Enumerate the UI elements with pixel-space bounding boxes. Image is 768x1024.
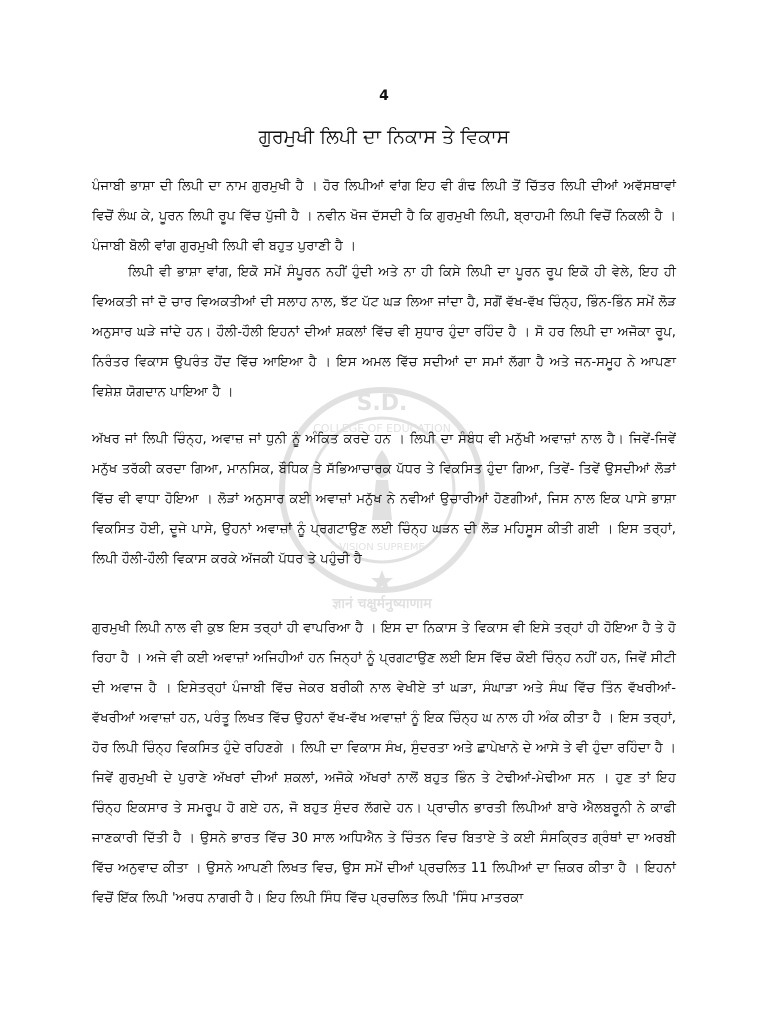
paragraph-2: ਲਿਪੀ ਵੀ ਭਾਸ਼ਾ ਵਾਂਗ, ਇਕੋ ਸਮੇਂ ਸੰਪੂਰਨ ਨਹੀਂ ਹੁੰਦੀ ਅਤੇ ਨਾ ਹੀ ਕਿਸੇ ਲਿਪੀ ਦਾ ਪੂਰਨ ਰੂਪ ਇਕੋ ਹੀ ਵੇਲੇ, ਇਹ ਹੀ ਵਿਅਕਤੀ ਜਾਂ ਦੋ ਚਾਰ ਵਿਅਕਤੀਆਂ ਦੀ ਸਲਾਹ ਨਾਲ, ਝੱਟ ਪੱਟ ਘੜ ਲਿਆ ਜਾਂਦਾ ਹੈ, ਸਗੋਂ ਵੱਖ-ਵੱਖ ਚਿੰਨ੍ਹ, ਭਿੰਨ-ਭਿੰਨ ਸਮੇਂ ਲੋੜ ਅਨੁਸਾਰ ਘੜੇ ਜਾਂਦੇ ਹਨ। ਹੌਲੀ-ਹੌਲੀ ਇਹਨਾਂ ਦੀਆਂ ਸ਼ਕਲਾਂ ਵਿੱਚ ਵੀ ਸੁਧਾਰ ਹੁੰਦਾ ਰਹਿੰਦ ਹੈ । ਸੋ ਹਰ ਲਿਪੀ ਦਾ ਅਜੋਕਾ ਰੂਪ, ਨਿਰੰਤਰ ਵਿਕਾਸ ਉਪਰੰਤ ਹੋਂਦ ਵਿੱਚ ਆਇਆ ਹੈ । ਇਸ ਅਮਲ ਵਿੱਚ ਸਦੀਆਂ ਦਾ ਸਮਾਂ ਲੱਗਾ ਹੈ ਅਤੇ ਜਨ-ਸਮੂਹ ਨੇ ਆਪਣਾ ਵਿਸ਼ੇਸ਼ ਯੋਗਦਾਨ ਪਾਇਆ ਹੈ । xyxy=(92,265,676,400)
paragraph-1: ਪੰਜਾਬੀ ਭਾਸ਼ਾ ਦੀ ਲਿਪੀ ਦਾ ਨਾਮ ਗੁਰਮੁਖੀ ਹੈ । ਹੋਰ ਲਿਪੀਆਂ ਵਾਂਗ ਇਹ ਵੀ ਗੰਢ ਲਿਪੀ ਤੋਂ ਚਿੱਤਰ ਲਿਪੀ ਦੀਆਂ ਅਵੱਸਥਾਵਾਂ ਵਿਚੋਂ ਲੰਘ ਕੇ, ਪੂਰਨ ਲਿਪੀ ਰੂਪ ਵਿੱਚ ਪੁੱਜੀ ਹੈ । ਨਵੀਨ ਖੋਜ ਦੱਸਦੀ ਹੈ ਕਿ ਗੁਰਮੁਖੀ ਲਿਪੀ, ਬ੍ਰਾਹਮੀ ਲਿਪੀ ਵਿਚੋਂ ਨਿਕਲੀ ਹੈ । ਪੰਜਾਬੀ ਬੋਲੀ ਵਾਂਗ ਗੁਰਮੁਖੀ ਲਿਪੀ ਵੀ ਬਹੁਤ ਪੁਰਾਣੀ ਹੈ । xyxy=(92,179,676,254)
seal-ring-text: COLLEGE OF EDUCATION xyxy=(313,422,451,435)
seal-motto-en: VISION SUPREME xyxy=(339,542,425,553)
seal-initials: S.D. xyxy=(356,391,408,416)
page-title: ਗੁਰਮੁਖੀ ਲਿਪੀ ਦਾ ਨਿਕਾਸ ਤੇ ਵਿਕਾਸ xyxy=(258,126,510,148)
page-number: 4 xyxy=(379,88,389,104)
seal-motto-hi: ज्ञानं चक्षुर्मनुष्याणाम xyxy=(332,596,432,612)
paragraph-3: ਅੱਖਰ ਜਾਂ ਲਿਪੀ ਚਿੰਨ੍ਹ, ਅਵਾਜ਼ ਜਾਂ ਧੁਨੀ ਨੂੰ ਅੰਕਿਤ ਕਰਦੇ ਹਨ । ਲਿਪੀ ਦਾ ਸੰਬੰਧ ਵੀ ਮਨੁੱਖੀ ਅਵਾਜ਼ਾਂ ਨਾਲ ਹੈ। ਜਿਵੇਂ-ਜਿਵੇਂ ਮਨੁੱਖ ਤਰੱਕੀ ਕਰਦਾ ਗਿਆ, ਮਾਨਸਿਕ, ਬੌਧਿਕ ਤੇ ਸੱਭਿਆਚਾਰਕ ਪੱਧਰ ਤੇ ਵਿਕਸਿਤ ਹੁੰਦਾ ਗਿਆ, ਤਿਵੇਂ- ਤਿਵੇਂ ਉਸਦੀਆਂ ਲੋੜਾਂ ਵਿੱਚ ਵੀ ਵਾਧਾ ਹੋਇਆ । ਲੋੜਾਂ ਅਨੁਸਾਰ ਕਈ ਅਵਾਜ਼ਾਂ ਮਨੁੱਖ ਨੇ ਨਵੀਆਂ ਉਚਾਰੀਆਂ ਹੋਣਗੀਆਂ, ਜਿਸ ਨਾਲ ਇਕ ਪਾਸੇ ਭਾਸ਼ਾ ਵਿਕਸਿਤ ਹੋਈ, ਦੂਜੇ ਪਾਸੇ, ਉਹਨਾਂ ਅਵਾਜ਼ਾਂ ਨੂੰ ਪ੍ਰਗਟਾਉਣ ਲਈ ਚਿੰਨ੍ਹ ਘੜਨ ਦੀ ਲੋੜ ਮਹਿਸੂਸ ਕੀਤੀ ਗਈ । ਇਸ ਤਰ੍ਹਾਂ, ਲਿਪੀ ਹੌਲੀ-ਹੌਲੀ ਵਿਕਾਸ ਕਰਕੇ ਅੱਜਕੀ ਪੱਧਰ ਤੇ ਪਹੁੰਚੀ ਹੈ xyxy=(92,432,676,567)
paragraph-4: ਗੁਰਮੁਖੀ ਲਿਪੀ ਨਾਲ ਵੀ ਕੁਝ ਇਸ ਤਰ੍ਹਾਂ ਹੀ ਵਾਪਰਿਆ ਹੈ । ਇਸ ਦਾ ਨਿਕਾਸ ਤੇ ਵਿਕਾਸ ਵੀ ਇਸੇ ਤਰ੍ਹਾਂ ਹੀ ਹੋਇਆ ਹੈ ਤੇ ਹੋ ਰਿਹਾ ਹੈ । ਅਜੇ ਵੀ ਕਈ ਅਵਾਜ਼ਾਂ ਅਜਿਹੀਆਂ ਹਨ ਜਿਨ੍ਹਾਂ ਨੂੰ ਪ੍ਰਗਟਾਉਣ ਲਈ ਇਸ ਵਿੱਚ ਕੋਈ ਚਿੰਨ੍ਹ ਨਹੀਂ ਹਨ, ਜਿਵੇਂ ਸੀਟੀ ਦੀ ਅਵਾਜ ਹੈ । ਇਸੇਤਰ੍ਹਾਂ ਪੰਜਾਬੀ ਵਿੱਚ ਜੇਕਰ ਬਰੀਕੀ ਨਾਲ ਵੇਖੀਏ ਤਾਂ ਘੜਾ, ਸੰਘਾੜਾ ਅਤੇ ਸੰਘ ਵਿੱਚ ਤਿੰਨ ਵੱਖਰੀਆਂ-ਵੱਖਰੀਆਂ ਅਵਾਜ਼ਾਂ ਹਨ, ਪਰੰਤੂ ਲਿਖਤ ਵਿੱਚ ਉਹਨਾਂ ਵੱਖ-ਵੱਖ ਅਵਾਜ਼ਾਂ ਨੂੰ ਇਕ ਚਿੰਨ੍ਹ ਘ ਨਾਲ ਹੀ ਅੰਕ ਕੀਤਾ ਹੈ । ਇਸ ਤਰ੍ਹਾਂ, ਹੋਰ ਲਿਪੀ ਚਿੰਨ੍ਹ ਵਿਕਸਿਤ ਹੁੰਦੇ ਰਹਿਣਗੇ । ਲਿਪੀ ਦਾ ਵਿਕਾਸ ਸੰਖ, ਸੁੰਦਰਤਾ ਅਤੇ ਛਾਪੇਖਾਨੇ ਦੇ ਆਸੇ ਤੇ ਵੀ ਹੁੰਦਾ ਰਹਿੰਦਾ ਹੈ । ਜਿਵੇਂ ਗੁਰਮੁਖੀ ਦੇ ਪੁਰਾਣੇ ਅੱਖਰਾਂ ਦੀਆਂ ਸ਼ਕਲਾਂ, ਅਜੋਕੇ ਅੱਖਰਾਂ ਨਾਲੋਂ ਬਹੁਤ ਭਿੰਨ ਤੇ ਟੇਢੀਆਂ-ਮੇਢੀਆ ਸਨ । ਹੁਣ ਤਾਂ ਇਹ ਚਿੰਨ੍ਹ ਇਕਸਾਰ ਤੇ ਸਮਰੂਪ ਹੋ ਗਏ ਹਨ, ਜੋ ਬਹੁਤ ਸੁੰਦਰ ਲੱਗਦੇ ਹਨ। ਪ੍ਰਾਚੀਨ ਭਾਰਤੀ ਲਿਪੀਆਂ ਬਾਰੇ ਐਲਬਰੂਨੀ ਨੇ ਕਾਫੀ ਜਾਣਕਾਰੀ ਦਿੱਤੀ ਹੈ । ਉਸਨੇ ਭਾਰਤ ਵਿੱਚ 30 ਸਾਲ ਅਧਿਐਨ ਤੇ ਚਿੰਤਨ ਵਿਚ ਬਿਤਾਏ ਤੇ ਕਈ ਸੰਸਕ੍ਰਿਤ ਗ੍ਰੰਥਾਂ ਦਾ ਅਰਬੀ ਵਿੱਚ ਅਨੁਵਾਦ ਕੀਤਾ । ਉਸਨੇ ਆਪਣੀ ਲਿਖਤ ਵਿਚ, ਉਸ ਸਮੇਂ ਦੀਆਂ ਪ੍ਰਚਲਿਤ 11 ਲਿਪੀਆਂ ਦਾ ਜ਼ਿਕਰ ਕੀਤਾ ਹੈ । ਇਹਨਾਂ ਵਿਚੋਂ ਇੱਕ ਲਿਪੀ 'ਅਰਧ ਨਾਗਰੀ ਹੈ। ਇਹ ਲਿਪੀ ਸਿੰਧ ਵਿੱਚ ਪ੍ਰਚਲਿਤ ਲਿਪੀ 'ਸਿੰਧ ਮਾਤਰਕਾ xyxy=(92,621,676,906)
